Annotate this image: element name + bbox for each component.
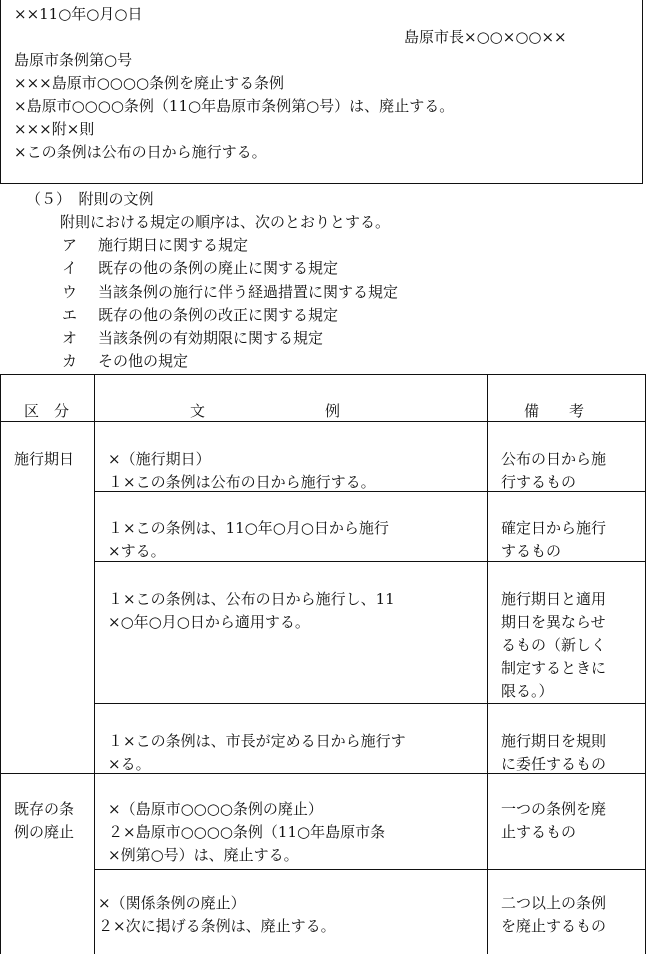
list-item: 当該条例の有効期限に関する規定 <box>98 329 324 347</box>
row-category: 施行期日 <box>14 450 75 468</box>
row-remarks-line: 施行期日と適用 <box>501 590 607 608</box>
supplementary-examples-table <box>0 374 646 954</box>
row-example-line: １×この条例は公布の日から施行する。 <box>108 473 376 491</box>
row-remarks-line: るもの（新しく <box>501 636 607 654</box>
header-remarks: 備 考 <box>524 402 585 420</box>
list-item-mark: イ <box>62 259 78 277</box>
example-supplementary-heading: ×××附×則 <box>14 120 95 138</box>
row-example-line: ×（施行期日） <box>108 450 211 468</box>
list-item: 既存の他の条例の廃止に関する規定 <box>98 259 339 277</box>
list-item: 当該条例の施行に伴う経過措置に関する規定 <box>98 283 399 301</box>
row-remarks-line: に委任するもの <box>501 755 607 773</box>
row-remarks-line: 限る。） <box>501 682 554 700</box>
example-mayor: 島原市長×○○×○○×× <box>404 28 567 46</box>
list-item-mark: オ <box>62 329 78 347</box>
header-category: 区 分 <box>24 402 70 420</box>
list-item-mark: ウ <box>62 283 78 301</box>
row-remarks-line: 行するもの <box>501 473 577 491</box>
row-example-line: ×する。 <box>108 542 166 560</box>
example-ordinance-number: 島原市条例第○号 <box>14 51 133 69</box>
row-category: 例の廃止 <box>14 823 75 841</box>
row-example-line: ×る。 <box>108 755 151 773</box>
row-example-line: ２×次に掲げる条例は、廃止する。 <box>98 917 336 935</box>
section-intro: 附則における規定の順序は、次のとおりとする。 <box>60 213 391 231</box>
row-remarks-line: するもの <box>501 542 562 560</box>
row-example-line: １×この条例は、市長が定める日から施行す <box>108 732 406 750</box>
header-example: 文 例 <box>190 402 341 420</box>
example-body: ×島原市○○○○条例（11○年島原市条例第○号）は、廃止する。 <box>14 97 455 115</box>
row-remarks-line: 期日を異ならせ <box>501 613 606 631</box>
row-remarks-line: 二つ以上の条例 <box>501 894 607 912</box>
row-example-line: １×この条例は、11○年○月○日から施行 <box>108 519 389 537</box>
row-remarks-line: 施行期日を規則 <box>501 732 607 750</box>
row-example-line: ×（関係条例の廃止） <box>98 894 246 912</box>
row-remarks-line: 確定日から施行 <box>501 519 607 537</box>
row-remarks-line: 一つの条例を廃 <box>501 800 607 818</box>
list-item-mark: ア <box>62 236 78 254</box>
list-item: その他の規定 <box>98 352 189 370</box>
list-item-mark: カ <box>62 352 78 370</box>
row-category: 既存の条 <box>14 800 75 818</box>
row-remarks-line: 公布の日から施 <box>501 450 607 468</box>
row-remarks-line: 制定するときに <box>501 659 607 677</box>
row-remarks-line: を廃止するもの <box>501 917 607 935</box>
row-example-line: ２×島原市○○○○条例（11○年島原市条 <box>108 823 386 841</box>
list-item: 施行期日に関する規定 <box>98 236 249 254</box>
example-date: ××11○年○月○日 <box>14 5 143 23</box>
row-example-line: １×この条例は、公布の日から施行し、11 <box>108 590 395 608</box>
list-item: 既存の他の条例の改正に関する規定 <box>98 306 339 324</box>
row-example-line: ×（島原市○○○○条例の廃止） <box>108 800 323 818</box>
list-item-mark: エ <box>62 306 78 324</box>
example-supplementary-body: ×この条例は公布の日から施行する。 <box>14 143 267 161</box>
row-example-line: ×○年○月○日から適用する。 <box>108 613 310 631</box>
row-example-line: ×例第○号）は、廃止する。 <box>108 846 299 864</box>
row-remarks-line: 止するもの <box>501 823 577 841</box>
section-heading: （５） 附則の文例 <box>26 190 154 208</box>
example-title: ×××島原市○○○○条例を廃止する条例 <box>14 74 285 92</box>
